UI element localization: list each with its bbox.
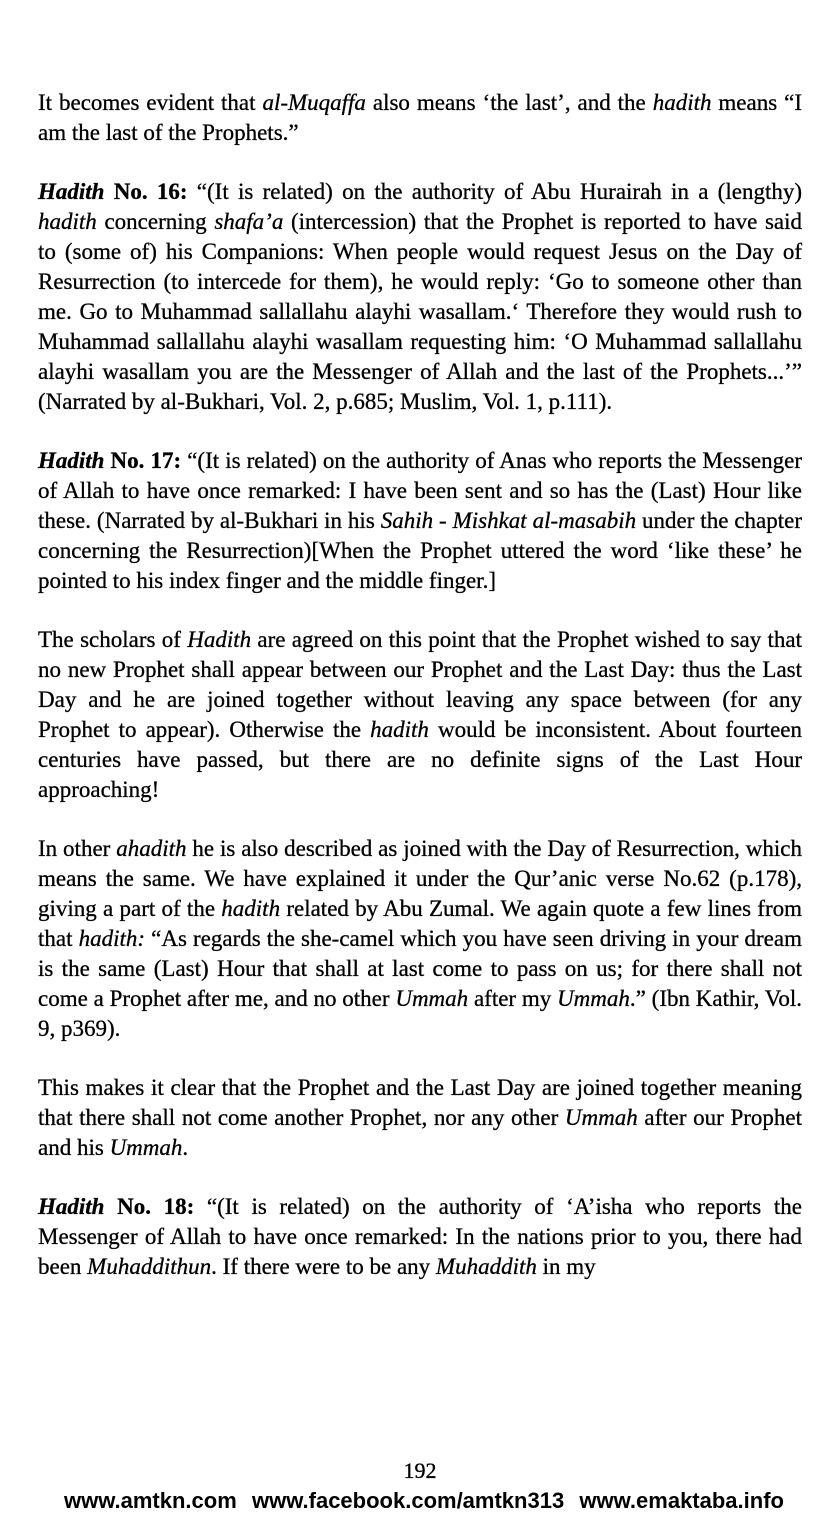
- text-run: “(It is related) on the authority of Abu Hurairah in a (lengthy): [196, 179, 802, 204]
- page-number: 192: [403, 1458, 437, 1483]
- text-run: hadith: [370, 717, 429, 742]
- text-run: after our Prophet and his: [38, 1105, 802, 1160]
- page-text: [38, 88, 802, 1311]
- text-run: Ummah: [109, 1135, 183, 1160]
- page-footer: [0, 1487, 840, 1515]
- paragraph: [38, 1192, 802, 1282]
- text-run: (intercession) that the Prophet is reported to have said to (some of) his Companions: When people would request Jesus on the Day of Resurrection (to intercede for them), he would reply: ‘Go to someone other than me. Go to Muhammad sallallahu alayhi wasallam.‘ Therefore they would rush to Muhammad sallallahu alayhi wasallam requesting him: ‘O Muhammad sallallahu alayhi wasallam you are the Messenger of Allah and the last of the Prophets...’” (Narrated by al-Bukhari, Vol. 2, p.685; Muslim, Vol. 1, p.111).: [38, 209, 802, 414]
- paragraph: [38, 834, 802, 1044]
- text-run: In other: [38, 836, 117, 861]
- footer-link-amtkn: www.amtkn.com: [64, 1488, 237, 1513]
- paragraph: [38, 446, 802, 596]
- text-run: hadith: [38, 209, 97, 234]
- text-run: Sahih - Mishkat al-masabih: [380, 508, 637, 533]
- text-run: hadith:: [78, 926, 146, 951]
- text-run: Ummah: [557, 986, 630, 1011]
- text-run: “As regards the she-camel which you have seen driving in your dream is the same (Last) Hour that shall at last come to pass on us; for there shall not come a Prophet after me, and no other: [38, 926, 802, 1011]
- text-run: It becomes evident that: [38, 90, 263, 115]
- text-run: “(It is related) on the authority of Anas who reports the Messenger of Allah to have once remarked: I have been sent and so has the (Last) Hour like these. (Narrated by al-Bukhari in his: [38, 448, 802, 533]
- footer-link-emaktaba: www.emaktaba.info: [579, 1488, 784, 1513]
- text-run: Hadith: [187, 627, 252, 652]
- text-run: No. 18:: [104, 1194, 207, 1219]
- paragraph: [38, 177, 802, 417]
- text-run: “(It is related) on the authority of ‘A’isha who reports the Messenger of Allah to have once remarked: In the nations prior to you, there had been: [38, 1194, 802, 1279]
- text-run: hadith: [652, 90, 712, 115]
- text-run: Hadith: [38, 448, 105, 473]
- text-run: he is also described as joined with the Day of Resurrection, which means the same. We have explained it under the Qur’anic verse No.62 (p.178), giving a part of the: [38, 836, 802, 921]
- text-run: Hadith: [38, 1194, 105, 1219]
- text-run: Ummah: [395, 986, 469, 1011]
- text-run: related by Abu Zumal. We again quote a few lines from that: [38, 896, 802, 951]
- text-run: This makes it clear that the Prophet and the Last Day are joined together meaning that there shall not come another Prophet, nor any other: [38, 1075, 802, 1130]
- text-run: The scholars of: [38, 627, 188, 652]
- paragraph: [38, 1073, 802, 1163]
- text-run: .” (Ibn Kathir, Vol. 9, p369).: [38, 986, 803, 1041]
- text-run: after my: [468, 986, 558, 1011]
- text-run: hadith: [221, 896, 281, 921]
- text-run: .: [182, 1135, 189, 1160]
- text-run: Muhaddith: [435, 1254, 537, 1279]
- text-run: under the chapter concerning the Resurrection)[When the Prophet uttered the word ‘like these’ he pointed to his index finger and the middle finger.]: [38, 508, 802, 593]
- text-run: Hadith: [38, 179, 105, 204]
- text-run: Ummah: [564, 1105, 638, 1130]
- text-run: in my: [536, 1254, 596, 1279]
- text-run: No. 17:: [104, 448, 188, 473]
- text-run: Muhaddithun: [87, 1254, 212, 1279]
- text-run: . If there were to be any: [211, 1254, 436, 1279]
- paragraph: [38, 88, 802, 148]
- text-run: are agreed on this point that the Prophet wished to say that no new Prophet shall appear between our Prophet and the Last Day: thus the Last Day and he are joined together without leaving any space between (for any Prophet to appear). Otherwise the: [38, 627, 802, 742]
- text-run: ahadith: [116, 836, 187, 861]
- footer-link-facebook: www.facebook.com/amtkn313: [252, 1488, 565, 1513]
- text-run: concerning: [96, 209, 215, 234]
- text-run: would be inconsistent. About fourteen centuries have passed, but there are no definite signs of the Last Hour approaching!: [38, 717, 802, 802]
- text-run: shafa’a: [214, 209, 284, 234]
- text-run: also means ‘the last’, and the: [365, 90, 653, 115]
- text-run: No. 16:: [104, 179, 197, 204]
- text-run: means “I am the last of the Prophets.”: [38, 90, 802, 145]
- paragraph: [38, 625, 802, 805]
- text-run: al-Muqaffa: [262, 90, 366, 115]
